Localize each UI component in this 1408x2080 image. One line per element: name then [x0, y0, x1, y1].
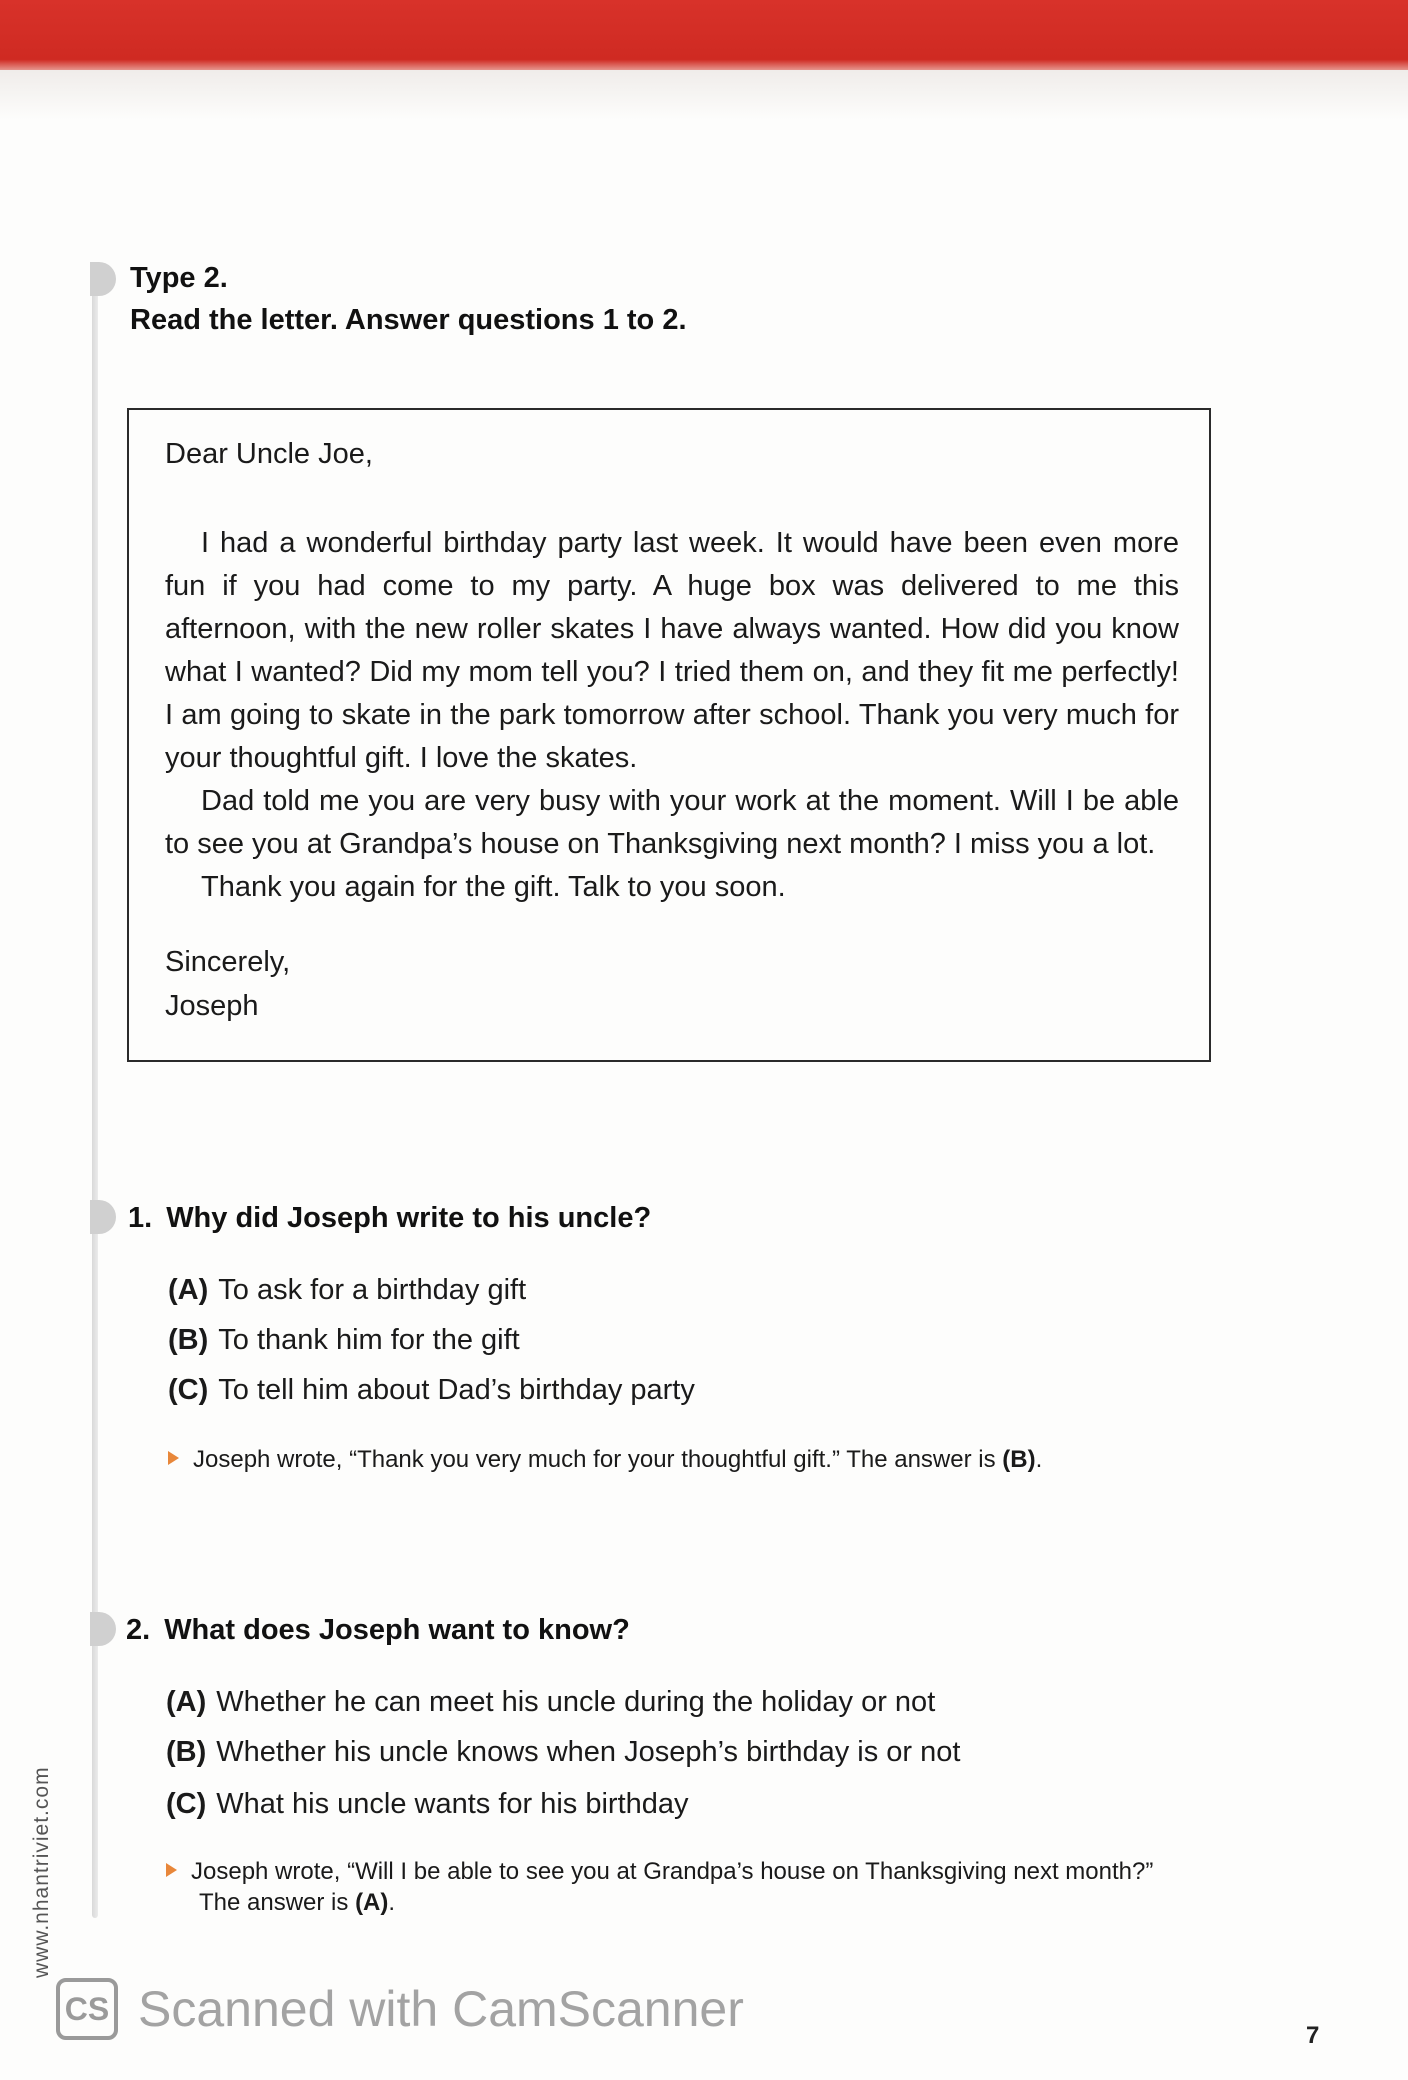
option-text: To ask for a birthday gift: [218, 1274, 527, 1306]
answer-suffix: .: [1035, 1446, 1043, 1473]
option-text: Whether he can meet his uncle during the holiday or not: [216, 1686, 936, 1718]
option-letter: (A): [166, 1686, 207, 1718]
top-color-band: [0, 0, 1408, 70]
question-2-option-a: [166, 1686, 935, 1719]
option-text: To tell him about Dad’s birthday party: [218, 1374, 695, 1406]
option-letter: (B): [166, 1736, 207, 1768]
arrow-right-icon: [166, 1863, 177, 1877]
arrow-right-icon: [168, 1451, 179, 1465]
letter-greeting: Dear Uncle Joe,: [165, 438, 373, 470]
option-text: What his uncle wants for his birthday: [216, 1788, 689, 1820]
camscanner-logo-icon: CS: [56, 1978, 118, 2040]
question-number: 2.: [126, 1614, 151, 1646]
letter-body: [165, 522, 1179, 909]
option-text: To thank him for the gift: [218, 1324, 520, 1356]
section-marker-tab: [90, 262, 116, 296]
letter-signature: Joseph: [165, 990, 259, 1022]
option-letter: (C): [166, 1788, 207, 1820]
question-marker-tab: [90, 1612, 116, 1646]
question-text: What does Joseph want to know?: [164, 1614, 630, 1646]
option-text: Whether his uncle knows when Joseph’s birthday is or not: [216, 1736, 961, 1768]
question-1-title: [128, 1202, 651, 1235]
question-text: Why did Joseph write to his uncle?: [166, 1202, 652, 1234]
letter-paragraph: Thank you again for the gift. Talk to you soon.: [201, 871, 786, 903]
page-number: 7: [1306, 2022, 1320, 2049]
answer-letter: (B): [1002, 1446, 1036, 1473]
margin-rule: [92, 262, 98, 1918]
question-marker-tab: [90, 1200, 116, 1234]
publisher-watermark: www.nhantriviet.com: [30, 1766, 53, 1978]
section-instruction: Read the letter. Answer questions 1 to 2.: [130, 304, 687, 336]
top-band-shadow: [0, 70, 1408, 120]
question-2-explanation: [166, 1856, 1153, 1918]
option-letter: (B): [168, 1324, 209, 1356]
explanation-text: Joseph wrote, “Will I be able to see you at Grandpa’s house on Thanksgiving next month?”: [191, 1858, 1154, 1885]
question-2-option-b: [166, 1736, 960, 1769]
explanation-text: Joseph wrote, “Thank you very much for your thoughtful gift.” The answer is: [193, 1446, 996, 1473]
answer-suffix: .: [388, 1889, 396, 1916]
option-letter: (C): [168, 1374, 209, 1406]
letter-box: [127, 408, 1211, 1062]
question-2-option-c: [166, 1788, 689, 1821]
question-1-option-c: [168, 1374, 695, 1407]
letter-paragraph: I had a wonderful birthday party last week. It would have been even more fun if you had come to my party. A huge box was delivered to me this afternoon, with the new roller skates I have always wanted. How did you know what I wanted? Did my mom tell you? I tried them on, and they fit me perfectly! I am going to skate in the park tomorrow after school. Thank you very much for your thoughtful gift. I love the skates.: [165, 527, 1179, 774]
camscanner-watermark: Scanned with CamScanner: [138, 1981, 744, 2037]
question-1-option-b: [168, 1324, 520, 1357]
letter-closing: Sincerely,: [165, 946, 291, 978]
answer-letter: (A): [355, 1889, 389, 1916]
question-number: 1.: [128, 1202, 153, 1234]
question-1-option-a: [168, 1274, 526, 1307]
letter-paragraph: Dad told me you are very busy with your work at the moment. Will I be able to see you at Grandpa’s house on Thanksgiving next month? I miss you a lot.: [165, 785, 1179, 860]
question-1-explanation: [168, 1444, 1042, 1475]
question-2-title: [126, 1614, 630, 1647]
option-letter: (A): [168, 1274, 209, 1306]
explanation-text: The answer is: [199, 1889, 349, 1916]
section-type-label: Type 2.: [130, 262, 228, 294]
